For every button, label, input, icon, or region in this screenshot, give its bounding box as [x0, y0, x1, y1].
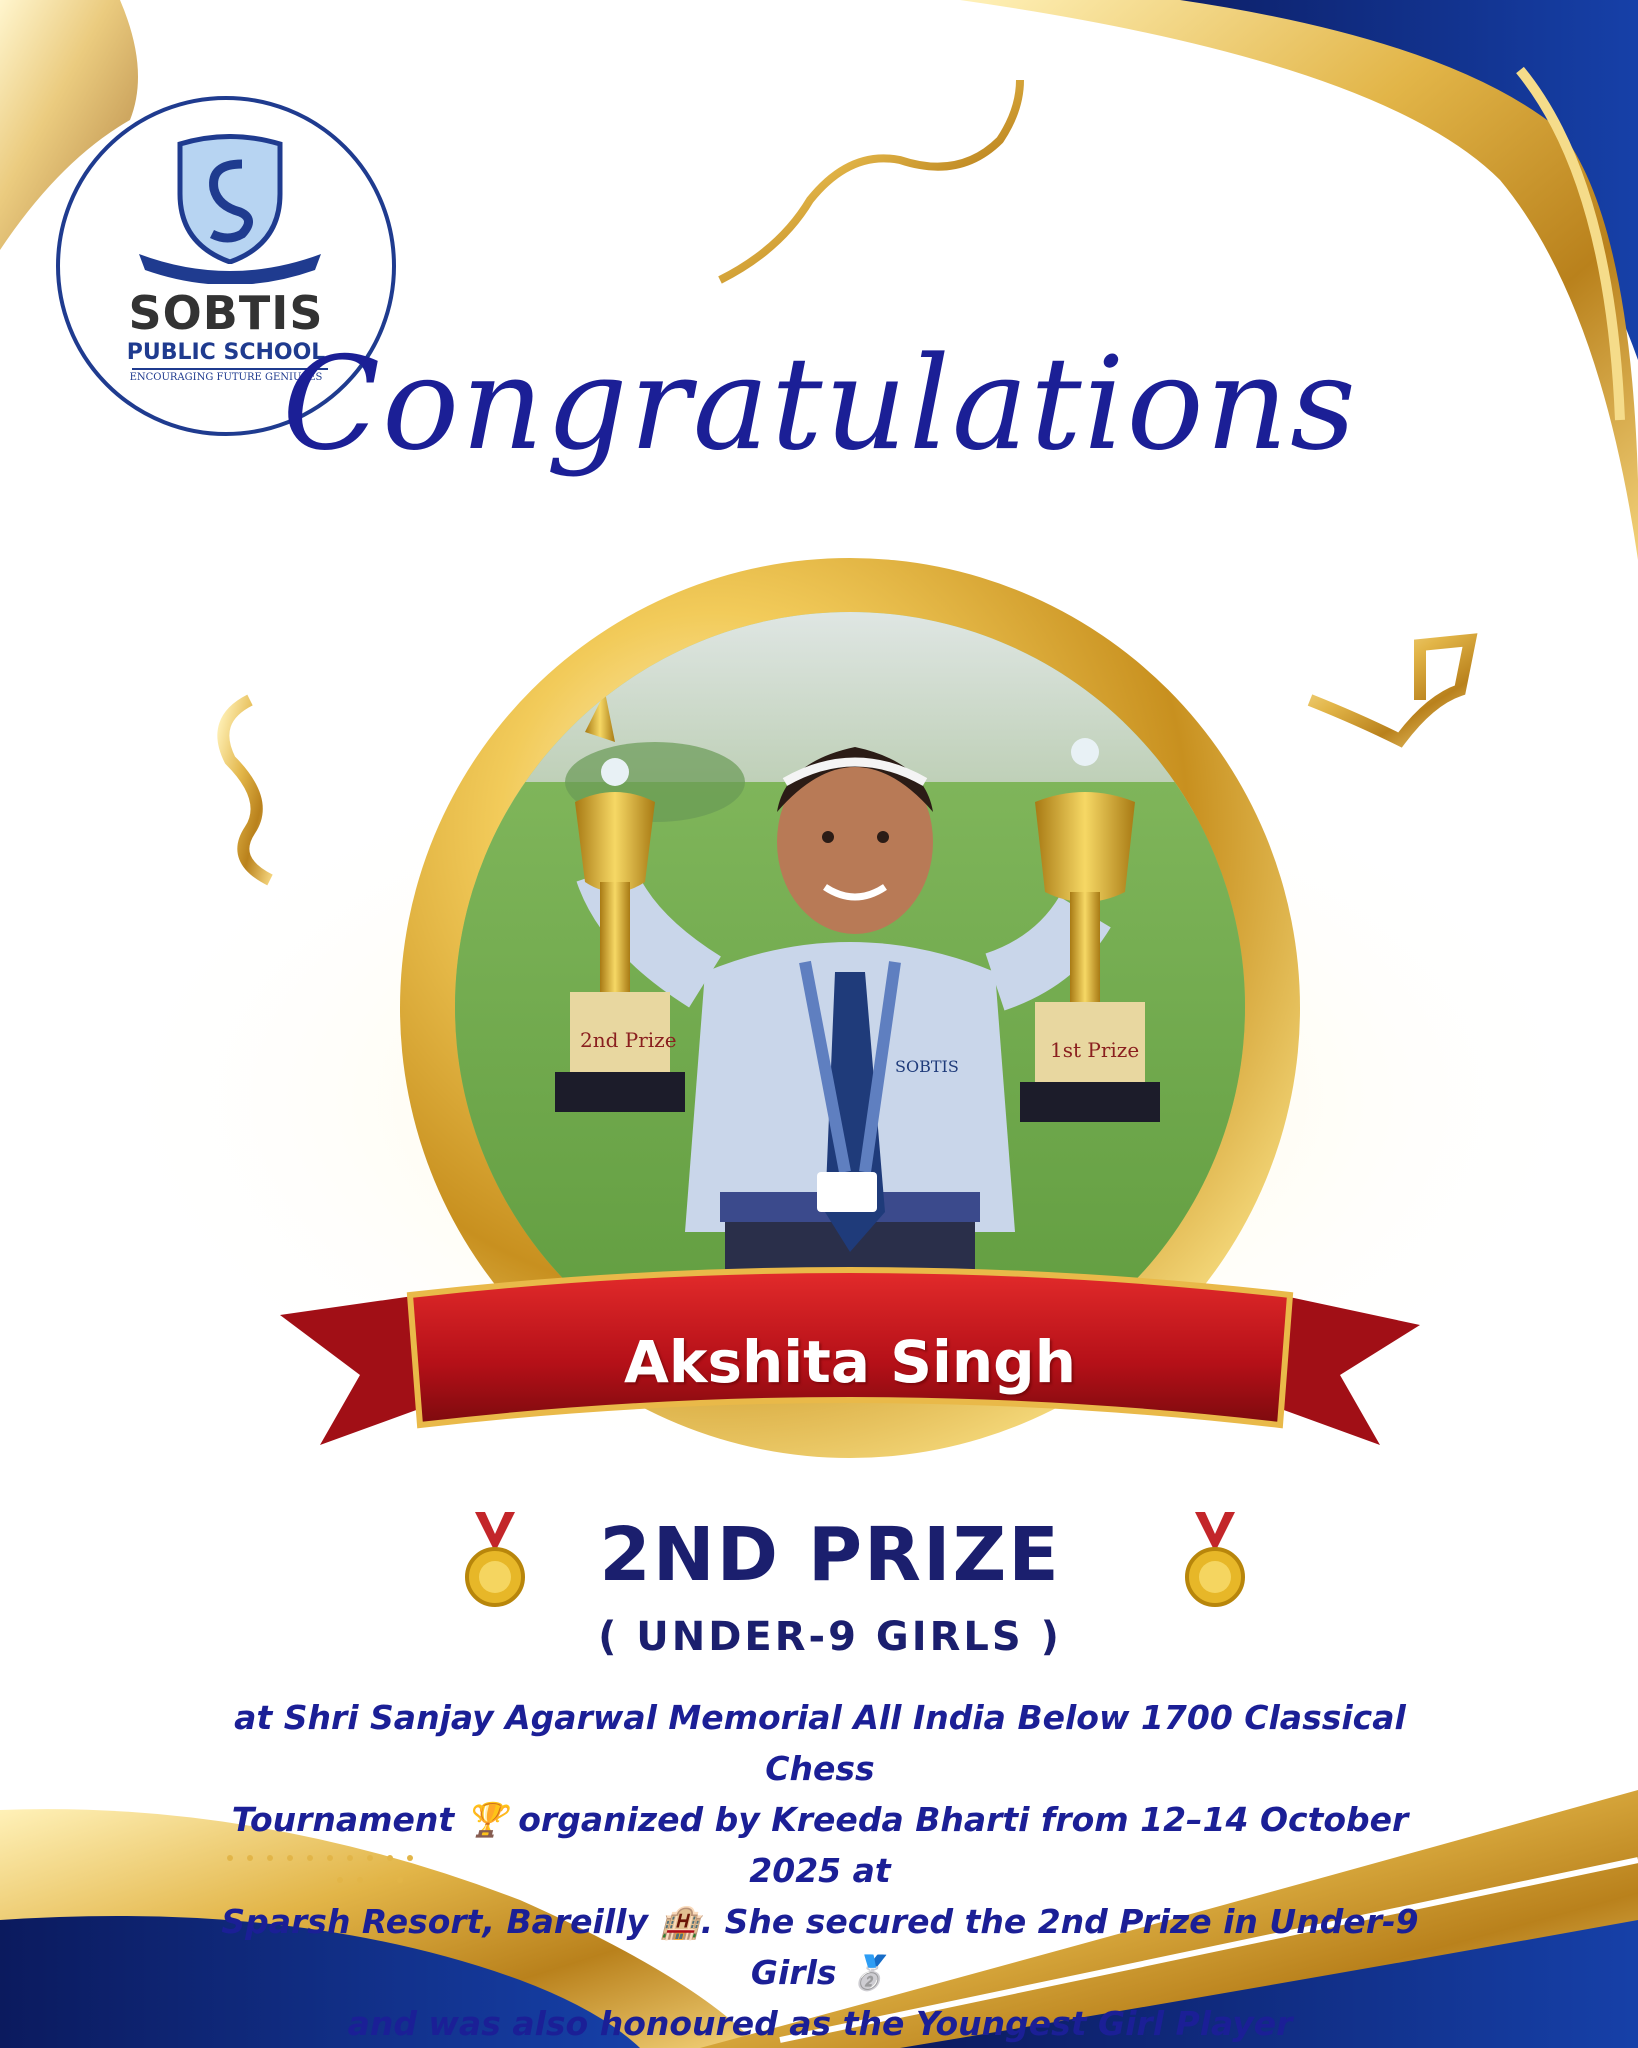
school-tagline: ENCOURAGING FUTURE GENIUSES — [129, 372, 323, 383]
confetti-ribbon-top — [720, 80, 1020, 280]
svg-text:2nd Prize: 2nd Prize — [580, 1028, 677, 1052]
description-line: and was also honoured as the Youngest Girl Player — [347, 2004, 1293, 2043]
achievement-description — [190, 1692, 1450, 2048]
prize-category: ( UNDER-9 GIRLS ) — [598, 1614, 1062, 1660]
gold-medal-icon — [1180, 1512, 1250, 1612]
student-name: Akshita Singh — [624, 1328, 1076, 1396]
congratulations-headline: Congratulations — [282, 330, 1358, 479]
shield-icon — [170, 134, 290, 264]
description-line: Sparsh Resort, Bareilly 🏨. She secured the 2nd Prize in Under-9 Girls 🥈 — [221, 1902, 1419, 1992]
svg-text:SOBTIS: SOBTIS — [895, 1057, 959, 1076]
motto-banner — [135, 248, 325, 284]
svg-text:1st Prize: 1st Prize — [1050, 1038, 1140, 1062]
confetti-ribbon-left — [223, 700, 270, 880]
description-line: Tournament 🏆 organized by Kreeda Bharti from 12–14 October 2025 at — [231, 1800, 1409, 1890]
school-name: SOBTIS — [128, 286, 324, 340]
description-line: at Shri Sanjay Agarwal Memorial All India Below 1700 Classical Chess — [234, 1698, 1406, 1788]
school-subtitle: PUBLIC SCHOOL — [126, 340, 326, 365]
confetti-ribbon-right — [1310, 640, 1470, 740]
gold-medal-icon — [460, 1512, 530, 1612]
prize-title: 2ND PRIZE — [599, 1512, 1061, 1598]
